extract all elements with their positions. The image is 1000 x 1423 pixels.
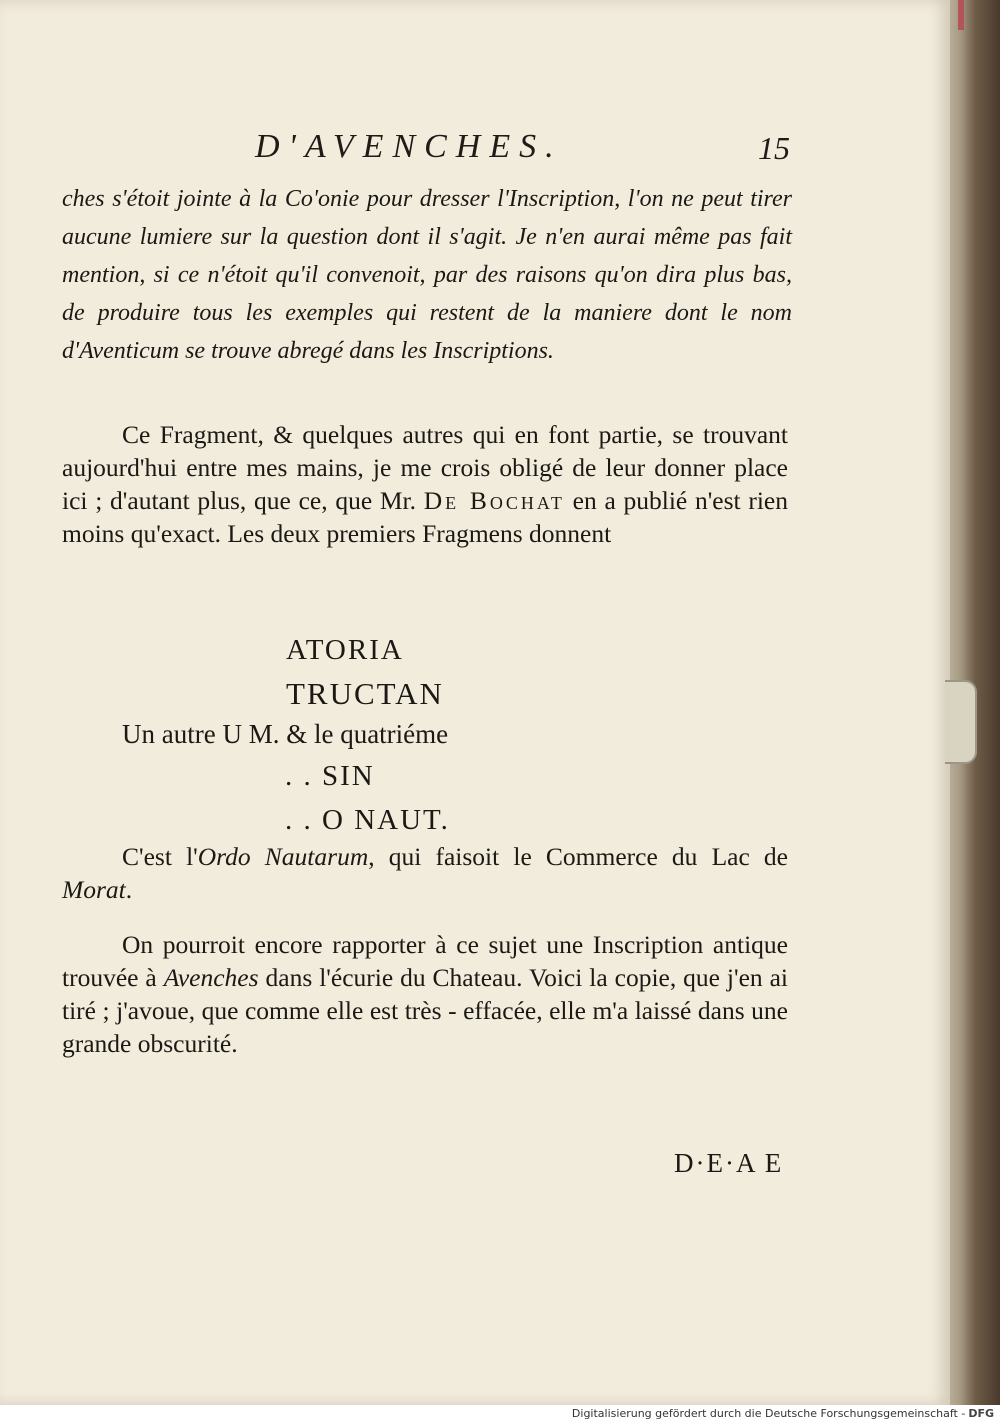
- paragraph-text: C'est l': [122, 842, 198, 871]
- running-title: D'AVENCHES.: [255, 128, 563, 165]
- page-number: 15: [758, 130, 790, 166]
- paragraph-text: On pourroit encore rapporter à ce sujet une Inscription antique trouvée à: [62, 930, 788, 992]
- inscription-line-2: TRUCTAN: [286, 676, 444, 711]
- paragraph-fragment: [62, 418, 788, 550]
- paragraph-text: en a publié n'est rien moins qu'exact. Les deux premiers Fragmens donnent: [62, 486, 789, 548]
- paragraph-inscription-chateau: [62, 928, 788, 1060]
- inscription-line-4: . . SIN: [285, 760, 375, 792]
- inscription-line-1: ATORIA: [286, 634, 404, 666]
- page-tab-marker: [945, 680, 977, 764]
- paragraph-text: , qui faisoit le Commerce du Lac de: [368, 842, 788, 871]
- paragraph-text: .: [125, 875, 133, 904]
- catchword: D·E·A E: [674, 1148, 784, 1178]
- italic-term: Morat: [62, 875, 126, 904]
- italic-term: Ordo Nautarum: [197, 842, 369, 871]
- paragraph-text: dans l'écurie du Chateau. Voici la copie, que j'en ai tiré ; j'avoue, que comme elle est très - effacée, elle m'a laissé dans une grande obscurité.: [62, 963, 789, 1058]
- inscription-line-5: . . O NAUT.: [285, 804, 450, 836]
- paragraph-ordo-nautarum: [62, 840, 788, 906]
- page-header: [60, 128, 790, 168]
- italic-paragraph: ches s'étoit jointe à la Co'onie pour dresser l'Inscription, l'on ne peut tirer aucune lumiere sur la question dont il s'agit. Je n'en aurai même pas fait mention, si ce n'étoit qu'il convenoit, par des raisons qu'on dira plus bas, de produire tous les exemples qui restent de la maniere dont le nom d'Aventicum se trouve abregé dans les Inscriptions.: [62, 186, 792, 364]
- dfg-logo: DFG: [968, 1407, 994, 1420]
- italic-term: Avenches: [163, 963, 259, 992]
- digitization-footer: [0, 1405, 1000, 1423]
- paragraph-text: Ce Fragment, & quelques autres qui en font partie, se trouvant aujourd'hui entre mes mains, je me crois obligé de leur donner place ici ; d'autant plus, que ce, que Mr.: [62, 420, 788, 515]
- footer-text: Digitalisierung gefördert durch die Deutsche Forschungsgemeinschaft -: [571, 1407, 966, 1420]
- inscription-line-3: Un autre U M. & le quatriéme: [122, 719, 449, 749]
- author-name: De Bochat: [423, 486, 565, 515]
